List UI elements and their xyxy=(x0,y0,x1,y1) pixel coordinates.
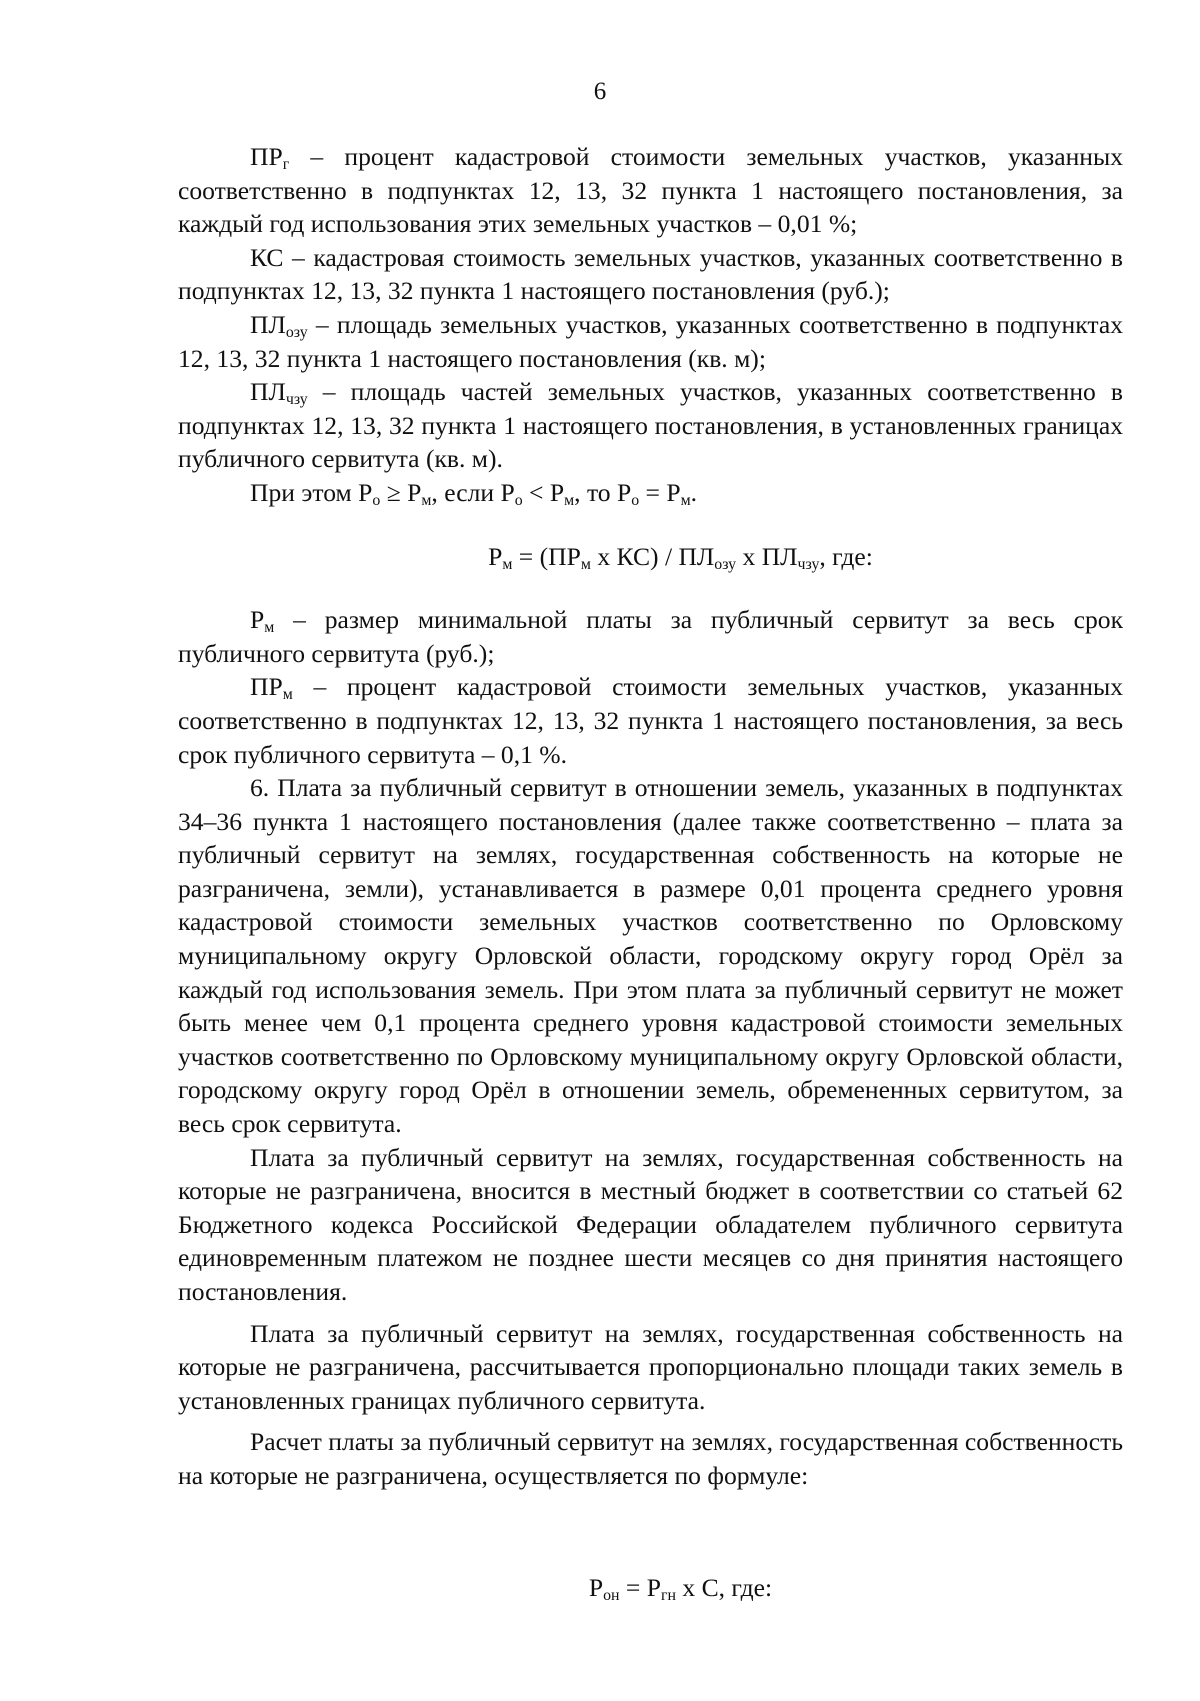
formula-min-payment: $Р_м = (ПР_м$ х $КС) / ПЛ_{озу}$ х $ПЛ_{чзу}$, где: xyxy=(488,541,873,573)
definition-pr-m: $ПР_м$ – процент кадастровой стоимости земельных участков, указанных соответственно в подпунктах 12, 13, 32 пункта 1 настоящего постановления, за весь срок публичного сервитута – 0,1 %. xyxy=(178,672,1123,769)
document-body xyxy=(178,140,1123,1604)
definition-ks: КС – кадастровая стоимость земельных участков, указанных соответственно в подпунктах 12, 13, 32 пункта 1 настоящего постановления (руб.); xyxy=(178,242,1123,306)
definition-p-m: $Р_м$ – размер минимальной платы за публичный сервитут за весь срок публичного сервитута (руб.); xyxy=(178,605,1123,668)
definition-pl-chzu: $ПЛ_{чзу}$ – площадь частей земельных участков, указанных соответственно в подпунктах 12, 13, 32 пункта 1 настоящего постановления, в установленных границах публичного сервитута (кв. м). xyxy=(178,377,1123,474)
paragraph-6: 6. Плата за публичный сервитут в отношении земель, указанных в подпунктах 34–36 пункта 1 настоящего постановления (далее также соответственно – плата за публичный сервитут на землях, государственная собственность на которые не разграничена, земли), устанавливается в размере 0,01 процента среднего уровня кадастровой стоимости земельных участков соответственно по Орловскому муниципальному округу Орловской области, городскому округу город Орёл за каждый год использования земель. При этом плата за публичный сервитут не может быть менее чем 0,1 процента среднего уровня кадастровой стоимости земельных участков соответственно по Орловскому муниципальному округу Орловской области, городскому округу город Орёл в отношении земель, обремененных сервитутом, за весь срок сервитута. xyxy=(178,773,1123,1139)
paragraph-payment-budget: Плата за публичный сервитут на землях, государственная собственность на которые не разграничена, вносится в местный бюджет в соответствии со статьей 62 Бюджетного кодекса Российской Федерации обладателем публичного сервитута единовременным платежом не позднее шести месяцев со дня принятия настоящего постановления. xyxy=(178,1142,1123,1306)
definition-pl-ozu: $ПЛ_{озу}$ – площадь земельных участков, указанных соответственно в подпунктах 12, 13, 32 пункта 1 настоящего постановления (кв. м); xyxy=(178,309,1123,373)
definition-pr-g: $ПР_г$ – процент кадастровой стоимости земельных участков, указанных соответственно в подпунктах 12, 13, 32 пункта 1 настоящего постановления, за каждый год использования этих земельных участков – 0,01 %; xyxy=(178,142,1123,239)
condition-line: При этом $Р_о \ge Р_м$, если $Р_о < Р_м$, то $Р_о = Р_м$. xyxy=(250,477,698,509)
formula-payment: $Р_{он} = Р_{гн}$ х С, где: xyxy=(588,1572,773,1604)
paragraph-formula-intro: Расчет платы за публичный сервитут на землях, государственная собственность на которые не разграничена, осуществляется по формуле: xyxy=(178,1427,1123,1490)
paragraph-payment-proportional: Плата за публичный сервитут на землях, государственная собственность на которые не разграничена, рассчитывается пропорционально площади таких земель в установленных границах публичного сервитута. xyxy=(178,1318,1123,1415)
page-number: 6 xyxy=(593,78,607,105)
